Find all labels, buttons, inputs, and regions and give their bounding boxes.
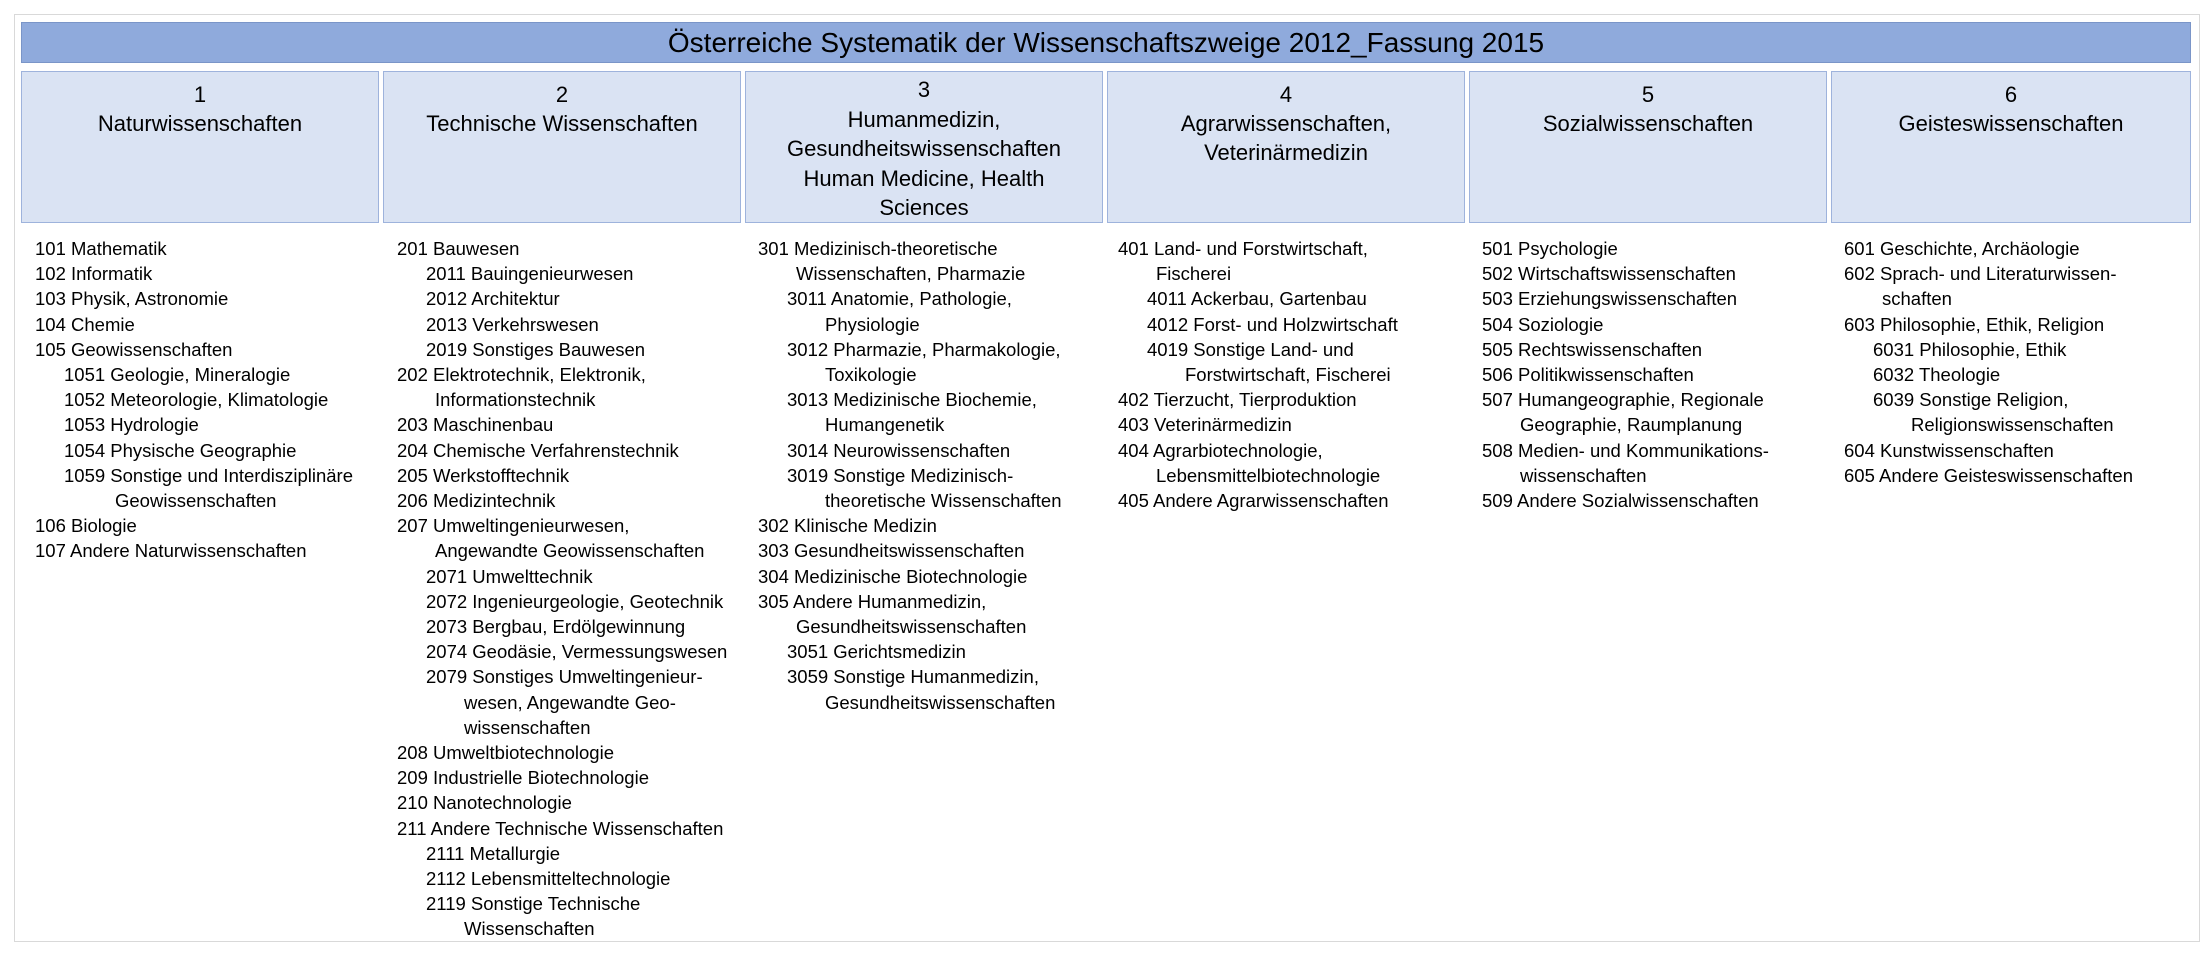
list-item: 6032 Theologie bbox=[1873, 364, 2001, 386]
list-item: 2013 Verkehrswesen bbox=[426, 313, 599, 335]
column-name: Agrarwissenschaften, Veterinärmedizin bbox=[1180, 111, 1392, 165]
list-item: 305 Andere Humanmedizin, bbox=[758, 590, 987, 612]
list-item: 208 Umweltbiotechnologie bbox=[397, 742, 614, 764]
list-item-continuation: Fischerei bbox=[1156, 263, 1232, 285]
column-header-2 bbox=[383, 71, 741, 223]
page-title: Österreiche Systematik der Wissenschaftszweige 2012_Fassung 2015 bbox=[21, 22, 2191, 63]
list-item-continuation: Toxikologie bbox=[825, 364, 917, 386]
list-item: 3011 Anatomie, Pathologie, bbox=[787, 288, 1012, 310]
list-item: 2073 Bergbau, Erdölgewinnung bbox=[426, 616, 686, 638]
list-item: 102 Informatik bbox=[35, 263, 153, 285]
column-number: 6 bbox=[2004, 82, 2018, 107]
list-item: 2079 Sonstiges Umweltingenieur- bbox=[426, 666, 703, 688]
column-number: 2 bbox=[555, 82, 569, 107]
list-item: 101 Mathematik bbox=[35, 238, 167, 259]
list-item: 604 Kunstwissenschaften bbox=[1844, 439, 2054, 461]
list-item: 2011 Bauingenieurwesen bbox=[426, 263, 634, 285]
list-item-continuation: Angewandte Geowissenschaften bbox=[435, 540, 705, 562]
list-column-1 bbox=[35, 236, 395, 564]
list-item: 3059 Sonstige Humanmedizin, bbox=[787, 666, 1039, 688]
list-item-continuation: wissenschaften bbox=[1520, 464, 1647, 486]
list-item-continuation: Informationstechnik bbox=[435, 389, 596, 411]
list-item: 504 Soziologie bbox=[1482, 313, 1604, 335]
list-item: 3051 Gerichtsmedizin bbox=[787, 641, 966, 663]
list-item-continuation: Physiologie bbox=[825, 313, 920, 335]
list-item: 501 Psychologie bbox=[1482, 238, 1618, 259]
list-item: 206 Medizintechnik bbox=[397, 490, 556, 512]
list-item: 401 Land- und Forstwirtschaft, bbox=[1118, 238, 1368, 259]
list-item-continuation: Lebensmittelbiotechnologie bbox=[1156, 464, 1381, 486]
list-column-2 bbox=[397, 236, 757, 942]
list-item: 3013 Medizinische Biochemie, bbox=[787, 389, 1037, 411]
column-name: Technische Wissenschaften bbox=[426, 111, 698, 136]
list-item: 2111 Metallurgie bbox=[426, 842, 561, 864]
list-item-continuation: wesen, Angewandte Geo- bbox=[464, 691, 676, 713]
column-number: 3 bbox=[917, 77, 931, 102]
list-item: 602 Sprach- und Literaturwissen- bbox=[1844, 263, 2117, 285]
list-item-continuation: wissenschaften bbox=[464, 716, 591, 738]
list-item: 202 Elektrotechnik, Elektronik, bbox=[397, 364, 646, 386]
list-item: 106 Biologie bbox=[35, 515, 137, 537]
list-item: 302 Klinische Medizin bbox=[758, 515, 937, 537]
column-name: Humanmedizin, Gesundheitswissenschaften Human Medicine, Health Sciences bbox=[787, 106, 1061, 220]
list-item-continuation: Religionswissenschaften bbox=[1911, 414, 2114, 436]
list-item: 1053 Hydrologie bbox=[64, 414, 199, 436]
list-item-continuation: theoretische Wissenschaften bbox=[825, 490, 1062, 512]
list-item: 2071 Umwelttechnik bbox=[426, 565, 593, 587]
list-item-continuation: Wissenschaften bbox=[464, 918, 595, 940]
list-item: 304 Medizinische Biotechnologie bbox=[758, 565, 1028, 587]
list-item: 2072 Ingenieurgeologie, Geotechnik bbox=[426, 590, 724, 612]
list-item: 107 Andere Naturwissenschaften bbox=[35, 540, 307, 562]
list-item: 2112 Lebensmitteltechnologie bbox=[426, 868, 671, 890]
list-item: 1051 Geologie, Mineralogie bbox=[64, 364, 291, 386]
column-name: Sozialwissenschaften bbox=[1542, 111, 1754, 136]
column-header-1 bbox=[21, 71, 379, 223]
list-column-5 bbox=[1482, 236, 1842, 513]
list-item: 4019 Sonstige Land- und bbox=[1147, 338, 1354, 360]
list-item: 301 Medizinisch-theoretische bbox=[758, 238, 998, 259]
list-item: 207 Umweltingenieurwesen, bbox=[397, 515, 630, 537]
column-number: 5 bbox=[1641, 82, 1655, 107]
list-item: 605 Andere Geisteswissenschaften bbox=[1844, 464, 2133, 486]
list-item: 6039 Sonstige Religion, bbox=[1873, 389, 2069, 411]
list-item: 507 Humangeographie, Regionale bbox=[1482, 389, 1764, 411]
list-item-continuation: Forstwirtschaft, Fischerei bbox=[1185, 364, 1391, 386]
list-column-4 bbox=[1118, 236, 1478, 513]
list-item: 103 Physik, Astronomie bbox=[35, 288, 229, 310]
list-item: 205 Werkstofftechnik bbox=[397, 464, 570, 486]
list-item: 204 Chemische Verfahrenstechnik bbox=[397, 439, 679, 461]
list-item-continuation: Wissenschaften, Pharmazie bbox=[796, 263, 1026, 285]
list-item: 508 Medien- und Kommunikations- bbox=[1482, 439, 1769, 461]
list-item: 402 Tierzucht, Tierproduktion bbox=[1118, 389, 1357, 411]
list-item: 3019 Sonstige Medizinisch- bbox=[787, 464, 1014, 486]
list-item: 502 Wirtschaftswissenschaften bbox=[1482, 263, 1736, 285]
list-item: 506 Politikwissenschaften bbox=[1482, 364, 1694, 386]
list-item: 1054 Physische Geographie bbox=[64, 439, 297, 461]
list-column-6 bbox=[1844, 236, 2204, 488]
list-item-continuation: Gesundheitswissenschaften bbox=[825, 691, 1056, 713]
column-name: Naturwissenschaften bbox=[97, 111, 303, 136]
list-item: 105 Geowissenschaften bbox=[35, 338, 233, 360]
list-item: 2019 Sonstiges Bauwesen bbox=[426, 338, 646, 360]
list-item: 104 Chemie bbox=[35, 313, 135, 335]
list-item: 303 Gesundheitswissenschaften bbox=[758, 540, 1025, 562]
list-item: 603 Philosophie, Ethik, Religion bbox=[1844, 313, 2105, 335]
list-item-continuation: schaften bbox=[1882, 288, 1952, 310]
list-item: 3012 Pharmazie, Pharmakologie, bbox=[787, 338, 1061, 360]
list-item: 211 Andere Technische Wissenschaften bbox=[397, 817, 724, 839]
list-item: 405 Andere Agrarwissenschaften bbox=[1118, 490, 1389, 512]
list-item-continuation: Geographie, Raumplanung bbox=[1520, 414, 1743, 436]
list-item-continuation: Gesundheitswissenschaften bbox=[796, 616, 1027, 638]
list-item: 1052 Meteorologie, Klimatologie bbox=[64, 389, 329, 411]
list-item: 503 Erziehungswissenschaften bbox=[1482, 288, 1738, 310]
column-header-4 bbox=[1107, 71, 1465, 223]
list-item: 201 Bauwesen bbox=[397, 238, 520, 259]
list-item: 2074 Geodäsie, Vermessungswesen bbox=[426, 641, 728, 663]
column-number: 1 bbox=[193, 82, 207, 107]
list-item: 6031 Philosophie, Ethik bbox=[1873, 338, 2067, 360]
list-item: 209 Industrielle Biotechnologie bbox=[397, 767, 649, 789]
list-item: 403 Veterinärmedizin bbox=[1118, 414, 1292, 436]
list-item: 505 Rechtswissenschaften bbox=[1482, 338, 1703, 360]
list-item: 404 Agrarbiotechnologie, bbox=[1118, 439, 1323, 461]
list-item: 4012 Forst- und Holzwirtschaft bbox=[1147, 313, 1398, 335]
list-item: 509 Andere Sozialwissenschaften bbox=[1482, 490, 1759, 512]
list-item: 2119 Sonstige Technische bbox=[426, 893, 641, 915]
list-column-3 bbox=[758, 236, 1118, 715]
column-name: Geisteswissenschaften bbox=[1898, 111, 2124, 136]
column-header-5 bbox=[1469, 71, 1827, 223]
list-item-continuation: Geowissenschaften bbox=[115, 490, 277, 512]
list-item: 1059 Sonstige und Interdisziplinäre bbox=[64, 464, 353, 486]
list-item: 601 Geschichte, Archäologie bbox=[1844, 238, 2080, 259]
list-item: 2012 Architektur bbox=[426, 288, 560, 310]
list-item: 3014 Neurowissenschaften bbox=[787, 439, 1011, 461]
list-item: 4011 Ackerbau, Gartenbau bbox=[1147, 288, 1367, 310]
column-header-3 bbox=[745, 71, 1103, 223]
list-item-continuation: Humangenetik bbox=[825, 414, 945, 436]
column-header-6 bbox=[1831, 71, 2191, 223]
column-number: 4 bbox=[1279, 82, 1293, 107]
list-item: 203 Maschinenbau bbox=[397, 414, 554, 436]
list-item: 210 Nanotechnologie bbox=[397, 792, 572, 814]
